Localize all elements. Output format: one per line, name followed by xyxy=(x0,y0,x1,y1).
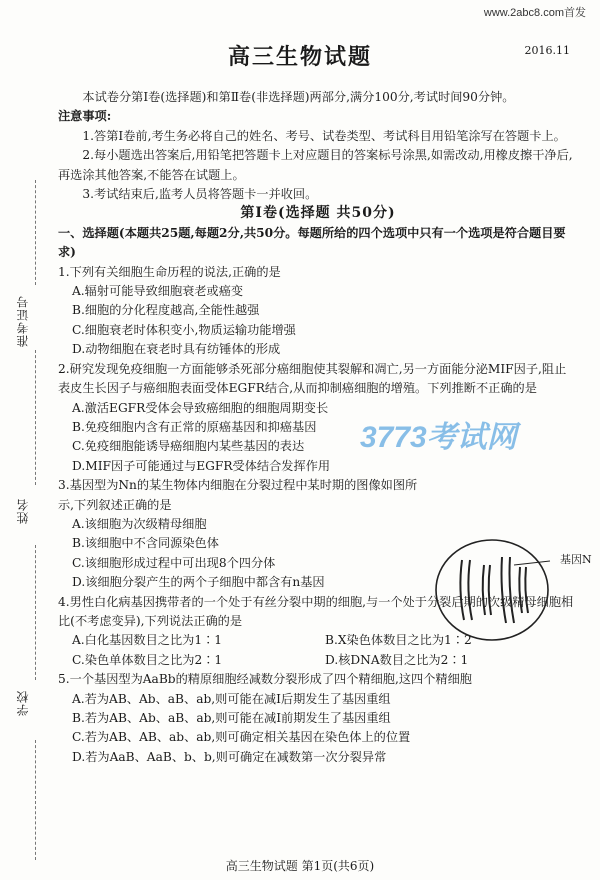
side-label-name: 姓名 xyxy=(16,498,30,524)
option: D.动物细胞在衰老时具有纺锤体的形成 xyxy=(72,342,281,357)
exam-body xyxy=(58,88,578,767)
option: C.细胞衰老时体积变小,物质运输功能增强 xyxy=(72,322,296,337)
option: A.白化基因数目之比为1∶1 xyxy=(72,633,223,648)
notice-item: 2.每小题选出答案后,用铅笔把答题卡上对应题目的答案标号涂黑,如需改动,用橡皮擦干净后,再选涂其他答案,不能答在试题上。 xyxy=(58,148,573,182)
binding-line xyxy=(35,545,36,680)
option: D.该细胞分裂产生的两个子细胞中都含有n基因 xyxy=(72,575,325,590)
option: C.若为AB、AB、ab、ab,则可确定相关基因在染色体上的位置 xyxy=(72,730,411,745)
option: D.核DNA数目之比为2∶1 xyxy=(325,652,469,667)
option: B.免疫细胞内含有正常的原癌基因和抑癌基因 xyxy=(72,419,317,434)
figure-label-gene-n: 基因N xyxy=(560,553,592,566)
option: C.该细胞形成过程中可出现8个四分体 xyxy=(72,555,276,570)
cell-division-figure xyxy=(432,535,592,649)
intro-text: 本试卷分第Ⅰ卷(选择题)和第Ⅱ卷(非选择题)两部分,满分100分,考试时间90分钟。 xyxy=(82,90,515,104)
option: B.该细胞中不含同源染色体 xyxy=(72,536,219,551)
side-label-school: 学校 xyxy=(16,690,30,716)
notice-item: 3.考试结束后,监考人员将答题卡一并收回。 xyxy=(82,187,318,202)
option: D.若为AaB、AaB、b、b,则可确定在减数第一次分裂异常 xyxy=(72,749,387,764)
option: B.若为AB、Ab、aB、ab,则可能在减Ⅰ前期发生了基因重组 xyxy=(72,711,391,725)
option-row xyxy=(58,651,578,670)
page-title: 高三生物试题 xyxy=(227,44,372,70)
binding-line xyxy=(35,180,36,285)
option: C.染色单体数目之比为2∶1 xyxy=(72,652,223,667)
question-3-block xyxy=(58,476,428,592)
watermark: 3773考试网 xyxy=(360,421,517,454)
question-stem: 3.基因型为Nn的某生物体内细胞在分裂过程中某时期的图像如图所示,下列叙述正确的是 xyxy=(58,478,418,512)
notice-item: 1.答第Ⅰ卷前,考生务必将自己的姓名、考号、试卷类型、考试科目用铅笔涂写在答题卡上。 xyxy=(82,128,566,143)
option: A.辐射可能导致细胞衰老或癌变 xyxy=(72,284,244,299)
exam-date: 2016.11 xyxy=(524,44,570,57)
cell-diagram xyxy=(432,535,552,645)
question-stem: 4.男性白化病基因携带者的一个处于有丝分裂中期的细胞,与一个处于分裂后期的次级精母细胞相比(不考虑变异),下列说法正确的是 xyxy=(58,594,574,628)
option: D.MIF因子可能通过与EGFR受体结合发挥作用 xyxy=(72,458,331,473)
page-footer: 高三生物试题 第1页(共6页) xyxy=(225,859,375,873)
part-heading: 第Ⅰ卷(选择题 共50分) xyxy=(240,205,396,222)
option: A.该细胞为次级精母细胞 xyxy=(72,516,207,531)
notice-title: 注意事项: xyxy=(58,109,112,124)
binding-line xyxy=(35,350,36,485)
question-stem: 1.下列有关细胞生命历程的说法,正确的是 xyxy=(58,264,281,279)
section-heading: 一、选择题(本题共25题,每题2分,共50分。每题所给的四个选项中只有一个选项是符合题目要求) xyxy=(58,225,566,260)
question-stem: 5.一个基因型为AaBb的精原细胞经减数分裂形成了四个精细胞,这四个精细胞 xyxy=(58,672,472,687)
side-label-exam-number: 准考证号 xyxy=(16,295,30,347)
site-url[interactable]: www.2abc8.com首发 xyxy=(483,7,586,19)
option: B.细胞的分化程度越高,全能性越强 xyxy=(72,303,260,318)
option: C.免疫细胞能诱导癌细胞内某些基因的表达 xyxy=(72,439,305,454)
option: A.若为AB、Ab、aB、ab,则可能在减Ⅰ后期发生了基因重组 xyxy=(72,691,391,706)
binding-line xyxy=(35,740,36,860)
option: B.X染色体数目之比为1∶2 xyxy=(325,633,472,648)
question-stem: 2.研究发现免疫细胞一方面能够杀死部分癌细胞使其裂解和凋亡,另一方面能分泌MIF因子,阻止表皮生长因子与癌细胞表面受体EGFR结合,从而抑制癌细胞的增殖。下列推断不正确的是 xyxy=(58,361,567,396)
option: A.激活EGFR受体会导致癌细胞的细胞周期变长 xyxy=(72,400,329,415)
